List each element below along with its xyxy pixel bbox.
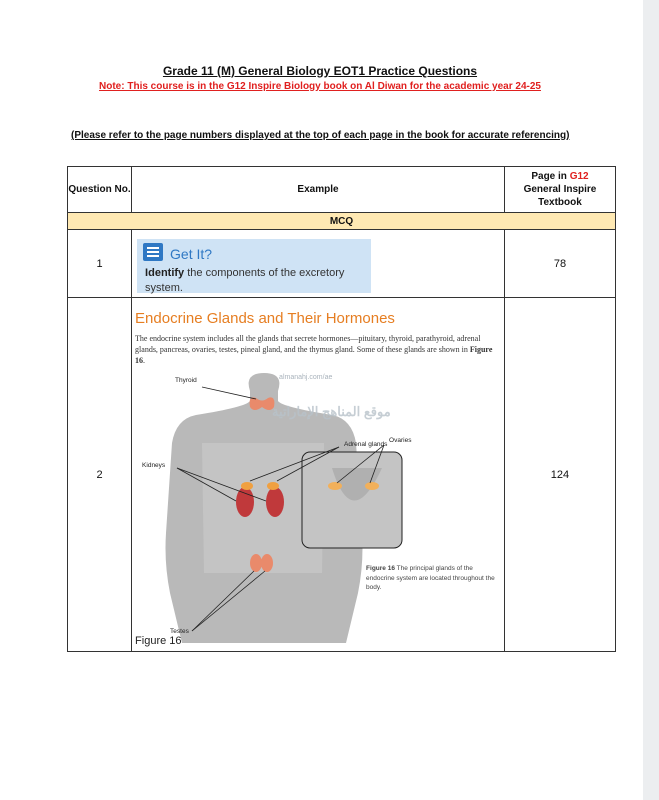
- page-number: 78: [504, 230, 615, 298]
- label-testes: Testes: [170, 628, 189, 635]
- label-thyroid: Thyroid: [175, 377, 197, 384]
- question-number: 1: [68, 230, 132, 298]
- course-note: Note: This course is in the G12 Inspire Biology book on Al Diwan for the academic year 24-25: [99, 81, 541, 92]
- figure-caption: Figure 16 The principal glands of the endocrine system are located throughout the body.: [366, 565, 495, 591]
- table-row: [68, 230, 616, 298]
- get-it-box: [137, 239, 371, 293]
- get-it-heading: Get It?: [170, 245, 213, 262]
- table-row: [68, 298, 616, 652]
- left-kidney: [236, 487, 254, 517]
- left-adrenal: [241, 482, 253, 490]
- header-question-no: Question No.: [68, 167, 132, 213]
- table-header-row: [68, 167, 616, 213]
- watermark-url: almanahj.com/ae: [279, 374, 333, 381]
- page-highlight: G12: [569, 171, 589, 182]
- header-page: Page in G12 General Inspire Textbook: [504, 167, 615, 213]
- excerpt-heading: Endocrine Glands and Their Hormones: [135, 310, 395, 327]
- checklist-icon: [143, 243, 163, 261]
- excerpt-paragraph: The endocrine system includes all the glands that secrete hormones—pituitary, thyroid, parathyroid, adrenal glands, pancreas, ovaries, testes, pineal gland, and the thymus gland. Some of these glands are shown in Figure 16.: [135, 334, 493, 365]
- section-row: [68, 213, 616, 230]
- header-example: Example: [132, 167, 505, 213]
- example-cell: [132, 230, 505, 298]
- label-ovaries: Ovaries: [389, 437, 412, 444]
- label-adrenal-glands: Adrenal glands: [344, 441, 388, 448]
- mcq-section-label: MCQ: [68, 213, 616, 230]
- page-number: 124: [504, 298, 615, 652]
- page-title: Grade 11 (M) General Biology EOT1 Practice Questions: [162, 64, 478, 78]
- example-cell: [132, 298, 505, 652]
- figure-label: Figure 16: [135, 635, 182, 647]
- right-adrenal: [267, 482, 279, 490]
- right-kidney: [266, 487, 284, 517]
- right-testis: [261, 554, 273, 572]
- page-edge: [643, 0, 659, 800]
- watermark-logo: موقع المناهج الإماراتية: [272, 404, 391, 419]
- questions-table: [67, 166, 616, 652]
- left-ovary: [328, 482, 342, 490]
- label-kidneys: Kidneys: [142, 462, 166, 469]
- left-testis: [250, 554, 262, 572]
- reference-note: (Please refer to the page numbers displayed at the top of each page in the book for accurate referencing): [71, 130, 570, 141]
- right-ovary: [365, 482, 379, 490]
- question-number: 2: [68, 298, 132, 652]
- endocrine-excerpt: [132, 298, 502, 650]
- get-it-text: Identify the components of the excretory system.: [145, 266, 345, 294]
